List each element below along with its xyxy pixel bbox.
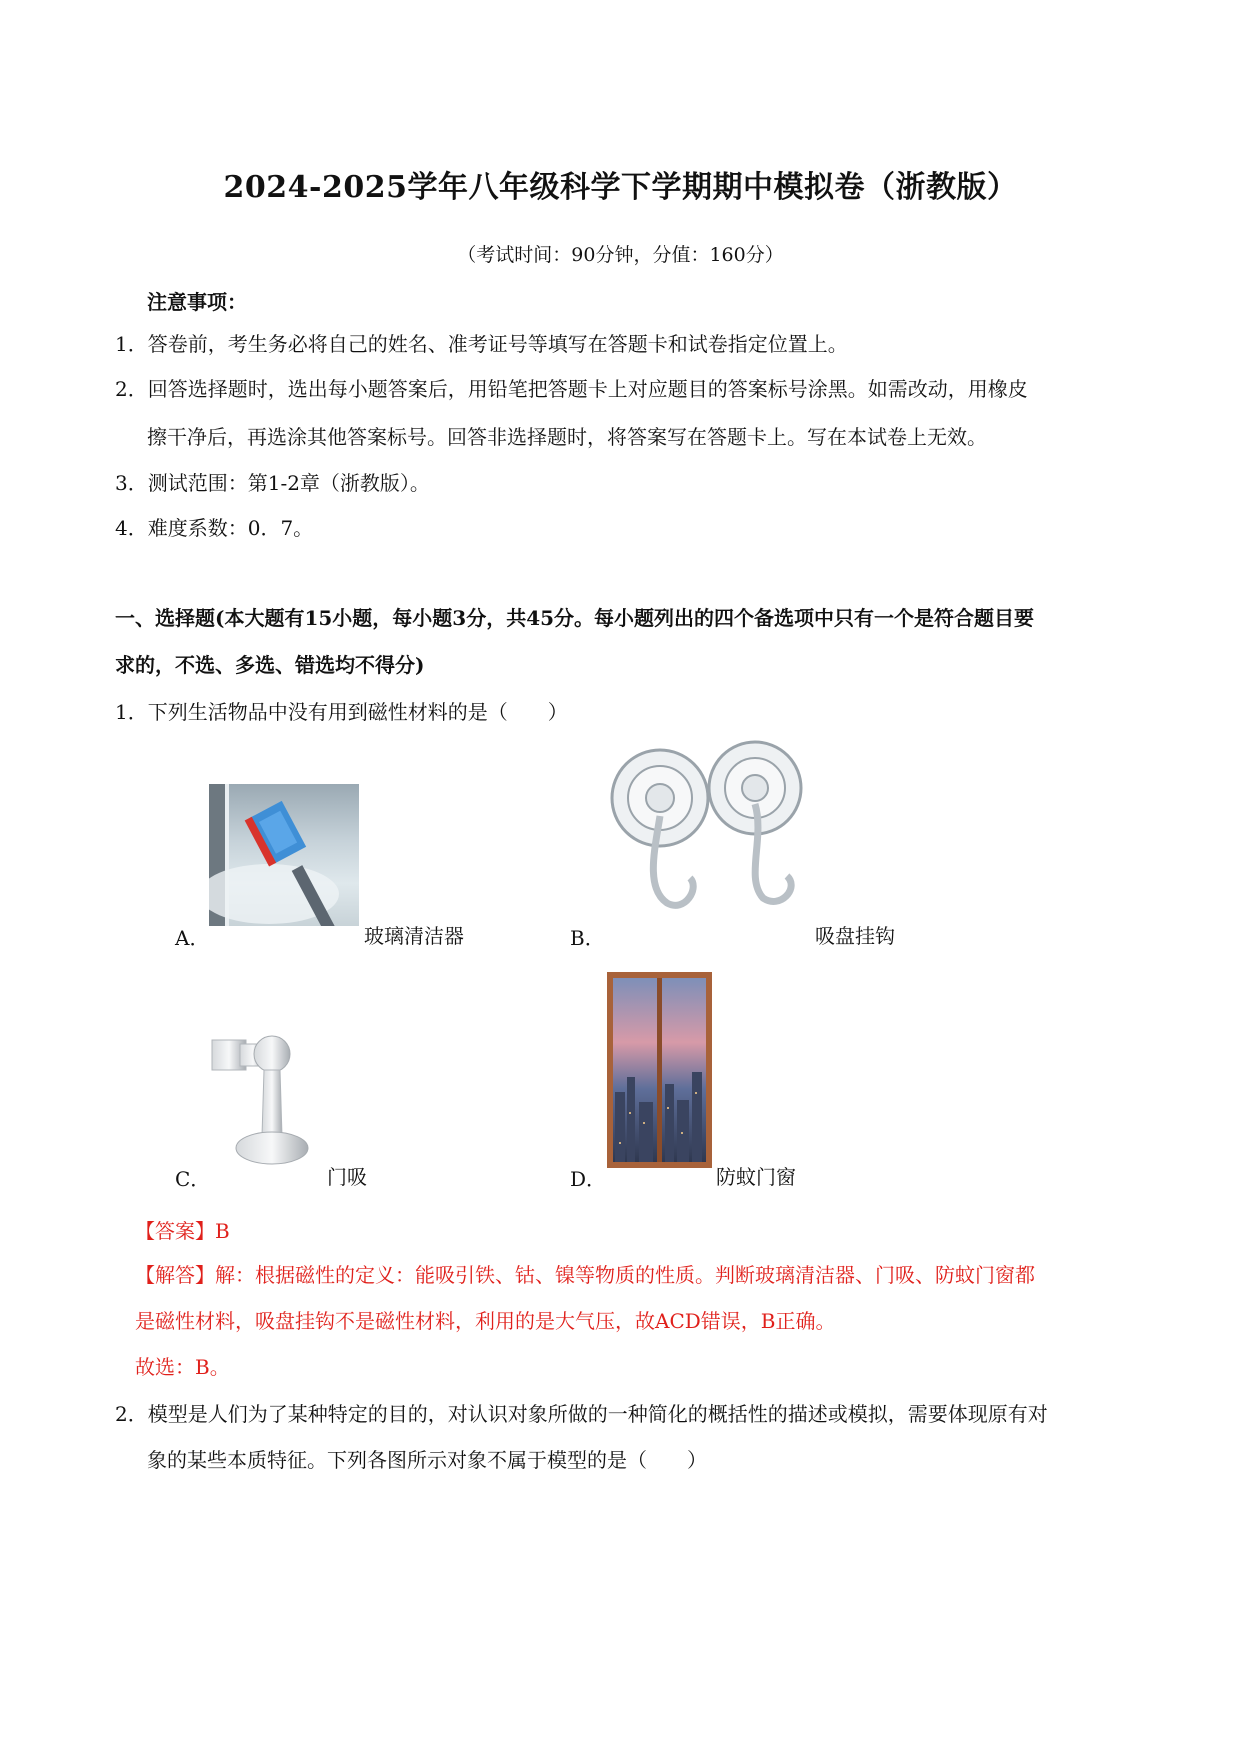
question-stem: 2．模型是人们为了某种特定的目的，对认识对象所做的一种简化的概括性的描述或模拟，需要体现原有对 (115, 1402, 1048, 1426)
option-letter: C． (175, 1167, 211, 1191)
option-letter: D． (570, 1167, 607, 1191)
option-letter: A． (175, 926, 210, 950)
screen-window-image (607, 972, 712, 1168)
option-label: 吸盘挂钩 (815, 924, 895, 948)
note-item: 2．回答选择题时，选出每小题答案后，用铅笔把答题卡上对应题目的答案标号涂黑。如需改动，用橡皮 (115, 377, 1028, 401)
exam-info: （考试时间：90分钟，分值：160分） (457, 244, 784, 266)
suction-hook-icon (605, 738, 815, 928)
answer-value: B (215, 1219, 230, 1243)
section-heading: 一、选择题(本大题有15小题，每小题3分，共45分。每小题列出的四个备选项中只有一个是符合题目要 (115, 606, 1035, 630)
question-stem: 1．下列生活物品中没有用到磁性材料的是（ ） (115, 700, 568, 724)
page-title: 2024-2025学年八年级科学下学期期中模拟卷（浙教版） (223, 170, 1018, 205)
suction-hook-image (605, 738, 815, 928)
door-stopper-icon (210, 1018, 325, 1168)
option-letter: B． (570, 926, 605, 950)
answer-line (135, 1217, 230, 1245)
explanation-text: 解：根据磁性的定义：能吸引铁、钴、镍等物质的性质。判断玻璃清洁器、门吸、防蚊门窗都 (215, 1263, 1035, 1287)
screen-window-icon (607, 972, 712, 1168)
note-item: 擦干净后，再选涂其他答案标号。回答非选择题时，将答案写在答题卡上。写在本试卷上无效。 (147, 425, 987, 449)
door-stopper-image (210, 1018, 325, 1168)
explanation-line: 是磁性材料，吸盘挂钩不是磁性材料，利用的是大气压，故ACD错误，B正确。 (135, 1309, 836, 1333)
note-item: 3．测试范围：第1-2章（浙教版）。 (115, 471, 430, 495)
note-item: 1．答卷前，考生务必将自己的姓名、准考证号等填写在答题卡和试卷指定位置上。 (115, 332, 848, 356)
option-label: 门吸 (327, 1165, 367, 1189)
section-heading: 求的，不选、多选、错选均不得分) (115, 653, 425, 677)
question-stem: 象的某些本质特征。下列各图所示对象不属于模型的是（ ） (147, 1448, 707, 1472)
notes-heading: 注意事项： (147, 290, 247, 314)
glass-cleaner-image (209, 784, 359, 926)
glass-cleaner-icon (209, 784, 359, 926)
conclusion-line: 故选：B。 (135, 1355, 230, 1379)
explanation-tag: 【解答】 (135, 1263, 215, 1287)
explanation-line (135, 1261, 1035, 1289)
answer-tag: 【答案】 (135, 1219, 215, 1243)
option-label: 玻璃清洁器 (364, 924, 464, 948)
option-label: 防蚊门窗 (716, 1165, 796, 1189)
note-item: 4．难度系数：0．7。 (115, 516, 314, 540)
